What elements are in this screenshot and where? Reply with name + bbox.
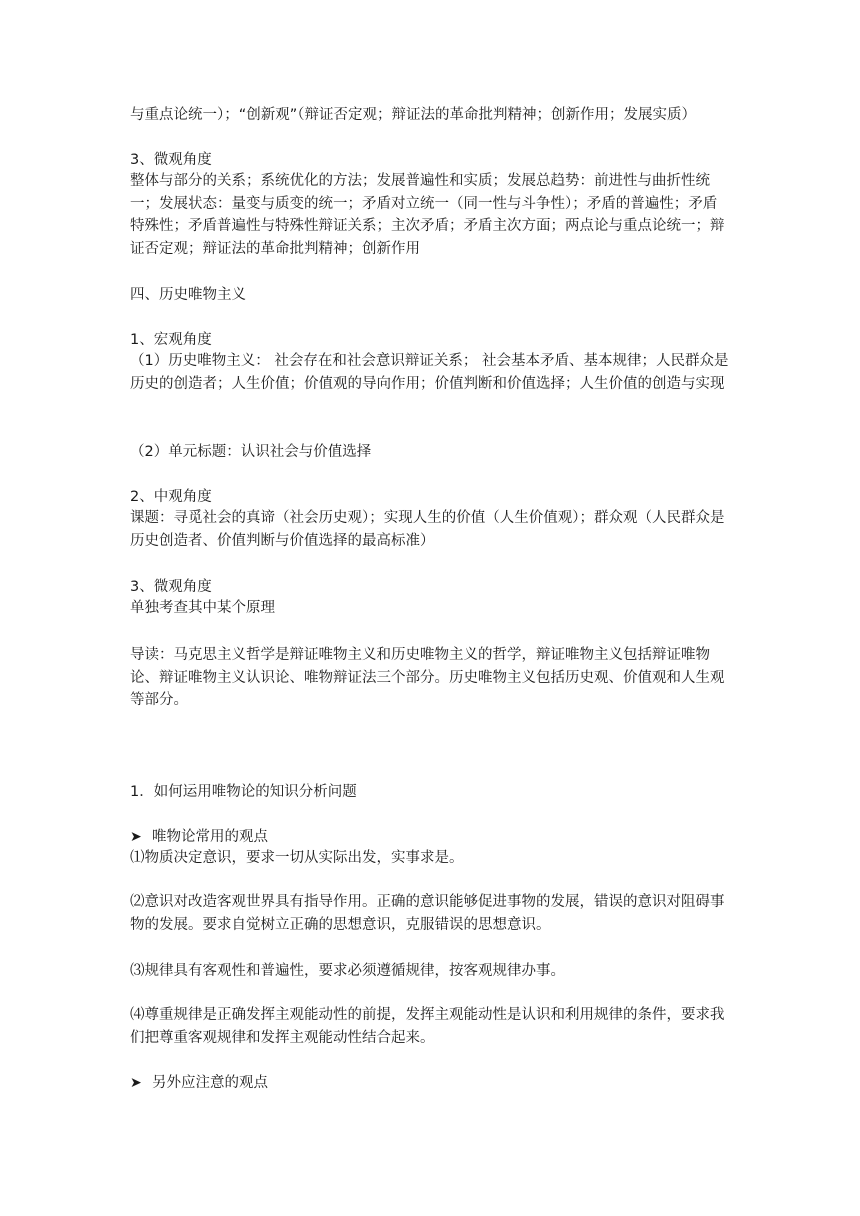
bullet-text: 另外应注意的观点 bbox=[152, 1075, 268, 1091]
paragraph: ⑵意识对改造客观世界具有指导作用。正确的意识能够促进事物的发展，错误的意识对阻碍事物的发展。要求自觉树立正确的思想意识，克服错误的思想意识。 bbox=[130, 894, 725, 933]
paragraph: ⑷尊重规律是正确发挥主观能动性的前提，发挥主观能动性是认识和利用规律的条件，要求我们把尊重客观规律和发挥主观能动性结合起来。 bbox=[130, 1007, 725, 1046]
paragraph: 整体与部分的关系；系统优化的方法；发展普遍性和实质；发展总趋势：前进性与曲折性统一；发展状态：量变与质变的统一；矛盾对立统一（同一性与斗争性）；矛盾的普遍性；矛盾特殊性；矛盾普遍性与特殊性辩证关系；主次矛盾；矛盾主次方面；两点论与重点论统一；辩证否定观；辩证法的革命批判精神；创新作用 bbox=[130, 173, 725, 257]
paragraph: 课题：寻觅社会的真谛（社会历史观）；实现人生的价值（人生价值观）；群众观（人民群众是历史创造者、价值判断与价值选择的最高标准） bbox=[130, 510, 725, 549]
bullet-text: 唯物论常用的观点 bbox=[152, 829, 268, 845]
text-line: （2）单元标题：认识社会与价值选择 bbox=[130, 444, 372, 460]
bullet-heading bbox=[130, 1074, 730, 1092]
arrow-bullet-icon: ➤ bbox=[130, 1075, 142, 1091]
section-heading: 1、宏观角度 bbox=[130, 332, 212, 348]
section-heading: 2、中观角度 bbox=[130, 489, 212, 505]
bullet-heading bbox=[130, 828, 730, 846]
text-line: ⑴物质决定意识，要求一切从实际出发，实事求是。 bbox=[130, 850, 464, 866]
text-line: ⑶规律具有客观性和普遍性，要求必须遵循规律，按客观规律办事。 bbox=[130, 963, 565, 979]
paragraph: （1）历史唯物主义： 社会存在和社会意识辩证关系； 社会基本矛盾、基本规律；人民群众是历史的创造者；人生价值；价值观的导向作用；价值判断和价值选择；人生价值的创造与实现 bbox=[130, 353, 729, 392]
question-heading: 1．如何运用唯物论的知识分析问题 bbox=[130, 784, 357, 800]
text-line: 与重点论统一）；“创新观”（辩证否定观；辩证法的革命批判精神；创新作用；发展实质） bbox=[130, 107, 697, 123]
section-heading: 3、微观角度 bbox=[130, 152, 212, 168]
text-line: 单独考查其中某个原理 bbox=[130, 600, 275, 616]
arrow-bullet-icon: ➤ bbox=[130, 829, 142, 845]
paragraph: 导读：马克思主义哲学是辩证唯物主义和历史唯物主义的哲学，辩证唯物主义包括辩证唯物论、辩证唯物主义认识论、唯物辩证法三个部分。历史唯物主义包括历史观、价值观和人生观等部分。 bbox=[130, 647, 725, 708]
chapter-heading: 四、历史唯物主义 bbox=[130, 287, 246, 303]
section-heading: 3、微观角度 bbox=[130, 579, 212, 595]
